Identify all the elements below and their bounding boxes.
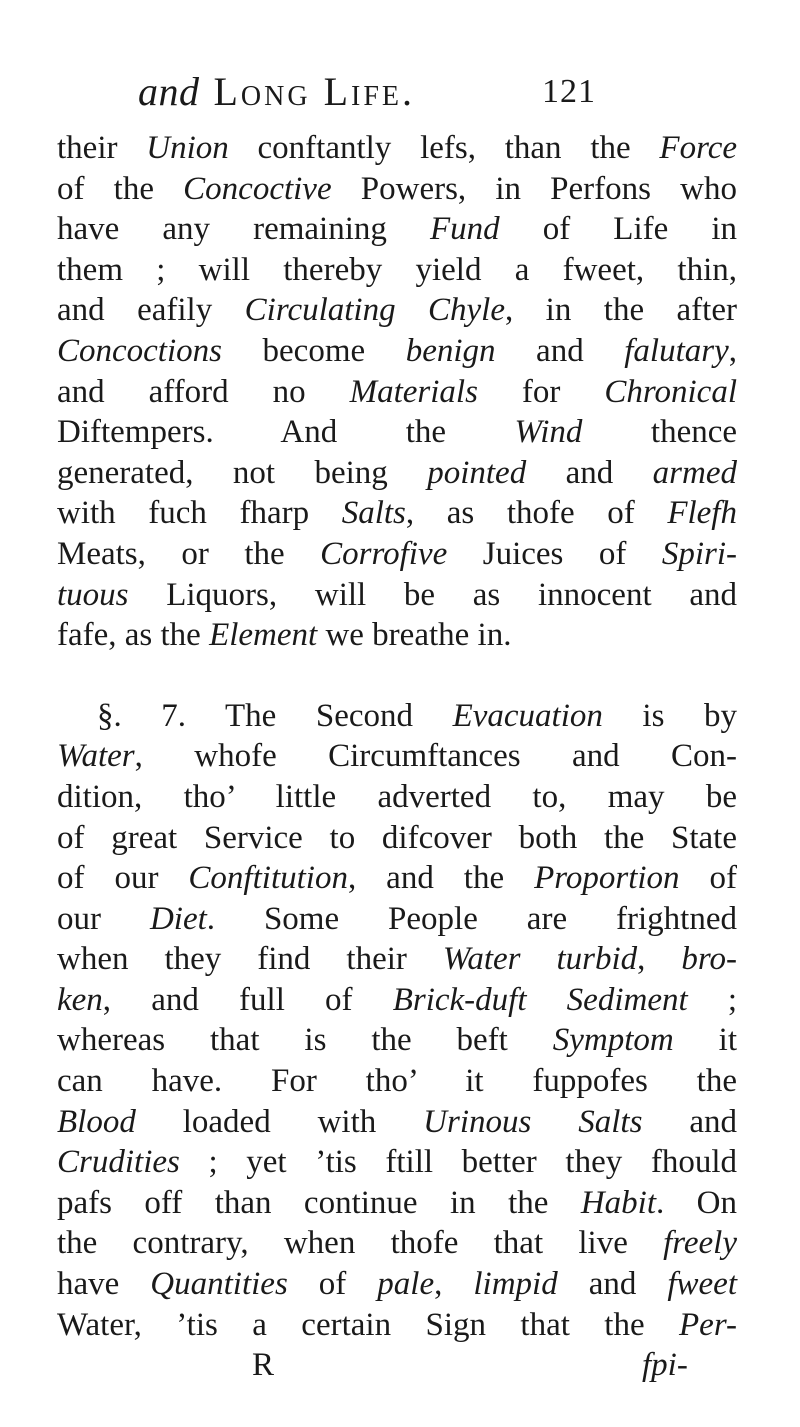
italic-term: Per- — [679, 1306, 737, 1343]
text-line: their Union conftantly lefs, than the Force — [57, 130, 737, 166]
catchword: fpi- — [642, 1347, 688, 1384]
text-line: have Quantities of pale, limpid and fweet — [57, 1266, 737, 1303]
italic-term: Force — [659, 130, 737, 166]
text-line: Water, whofe Circumftances and Con- — [57, 738, 737, 775]
text-line: whereas that is the beft Symptom it — [57, 1022, 737, 1059]
italic-term: Symptom — [552, 1022, 674, 1059]
text-line: with fuch fharp Salts, as thofe of Flefh — [57, 495, 737, 532]
italic-term: Union — [146, 130, 229, 166]
text-line: Blood loaded with Urinous Salts and — [57, 1103, 737, 1140]
text-line: tuous Liquors, will be as innocent and — [57, 576, 737, 613]
text-line: pafs off than continue in the Habit. On — [57, 1184, 737, 1221]
body-text — [57, 128, 737, 1385]
italic-term: bro- — [681, 941, 737, 978]
italic-term: Element — [209, 617, 318, 654]
italic-term: Diet — [149, 900, 207, 937]
text-line: have any remaining Fund of Life in — [57, 211, 737, 248]
italic-term: Fund — [429, 211, 500, 248]
text-line: of great Service to difcover both the State — [57, 819, 737, 856]
italic-term: Concoctions — [57, 332, 222, 369]
text-line: dition, tho’ little adverted to, may be — [57, 778, 737, 815]
text-line: Diftempers. And the Wind thence — [57, 414, 738, 451]
italic-term: Brick-duft Sediment — [392, 981, 688, 1018]
italic-term: fweet — [667, 1266, 737, 1303]
text-line: ken, and full of Brick-duft Sediment ; — [57, 981, 737, 1018]
text-line: and eafily Circulating Chyle, in the after — [57, 292, 737, 329]
italic-term: Conftitution — [188, 860, 348, 897]
italic-term: Concoctive — [183, 170, 332, 207]
italic-term: Proportion — [534, 860, 680, 897]
text-line: the contrary, when thofe that live freely — [57, 1225, 737, 1262]
paragraph-gap — [57, 656, 737, 696]
italic-term: armed — [652, 454, 737, 491]
italic-term: Water turbid — [442, 941, 638, 978]
text-line: generated, not being pointed and armed — [57, 454, 737, 491]
text-line: them ; will thereby yield a fweet, thin, — [57, 251, 737, 288]
text-line: Meats, or the Corrofive Juices of Spiri- — [57, 535, 737, 572]
text-line: Crudities ; yet ’tis ftill better they fhould — [57, 1144, 737, 1181]
running-head — [138, 62, 638, 122]
italic-term: Blood — [57, 1103, 136, 1140]
text-line: of our Conftitution, and the Proportion of — [57, 860, 738, 897]
italic-term: tuous — [57, 576, 129, 613]
italic-term: Chronical — [604, 373, 737, 410]
page-number: 121 — [542, 73, 596, 110]
italic-term: freely — [663, 1225, 737, 1262]
italic-term: Spiri- — [661, 535, 737, 572]
paragraph-2 — [57, 696, 737, 1346]
italic-term: Evacuation — [452, 697, 603, 734]
italic-term: pointed — [427, 454, 527, 491]
italic-term: Circulating Chyle — [244, 292, 505, 329]
italic-term: Urinous Salts — [423, 1103, 643, 1140]
text-line: Concoctions become benign and falutary, — [57, 332, 737, 369]
paragraph-1 — [57, 128, 737, 656]
italic-term: pale — [377, 1266, 435, 1303]
italic-term: Wind — [514, 414, 583, 451]
text-line: can have. For tho’ it fuppofes the — [57, 1063, 737, 1100]
italic-term: falutary — [624, 332, 729, 369]
text-line: when they find their Water turbid, bro- — [57, 941, 737, 978]
text-line: our Diet. Some People are frightned — [57, 900, 737, 937]
italic-term: Water — [57, 738, 135, 775]
text-line: Water, ’tis a certain Sign that the Per- — [57, 1306, 737, 1343]
italic-term: ken — [57, 981, 103, 1018]
italic-term: Habit — [580, 1184, 656, 1221]
italic-term: benign — [405, 332, 496, 369]
italic-term: Flefh — [667, 495, 737, 532]
text-line: of the Concoctive Powers, in Perfons who — [57, 170, 738, 207]
footer-line — [57, 1345, 737, 1385]
text-line: fafe, as the Element we breathe in. — [57, 617, 512, 654]
italic-term: Crudities — [57, 1144, 180, 1181]
running-head-title: Long Life. — [213, 69, 416, 114]
text-line: §. 7. The Second Evacuation is by — [97, 697, 737, 734]
text-line: and afford no Materials for Chronical — [57, 373, 737, 410]
italic-term: Materials — [349, 373, 478, 410]
italic-term: Corrofive — [320, 535, 448, 572]
italic-term: Quantities — [150, 1266, 288, 1303]
running-head-and: and — [138, 69, 200, 114]
italic-term: limpid — [473, 1266, 558, 1303]
italic-term: Salts — [341, 495, 406, 532]
signature-mark: R — [252, 1347, 275, 1384]
